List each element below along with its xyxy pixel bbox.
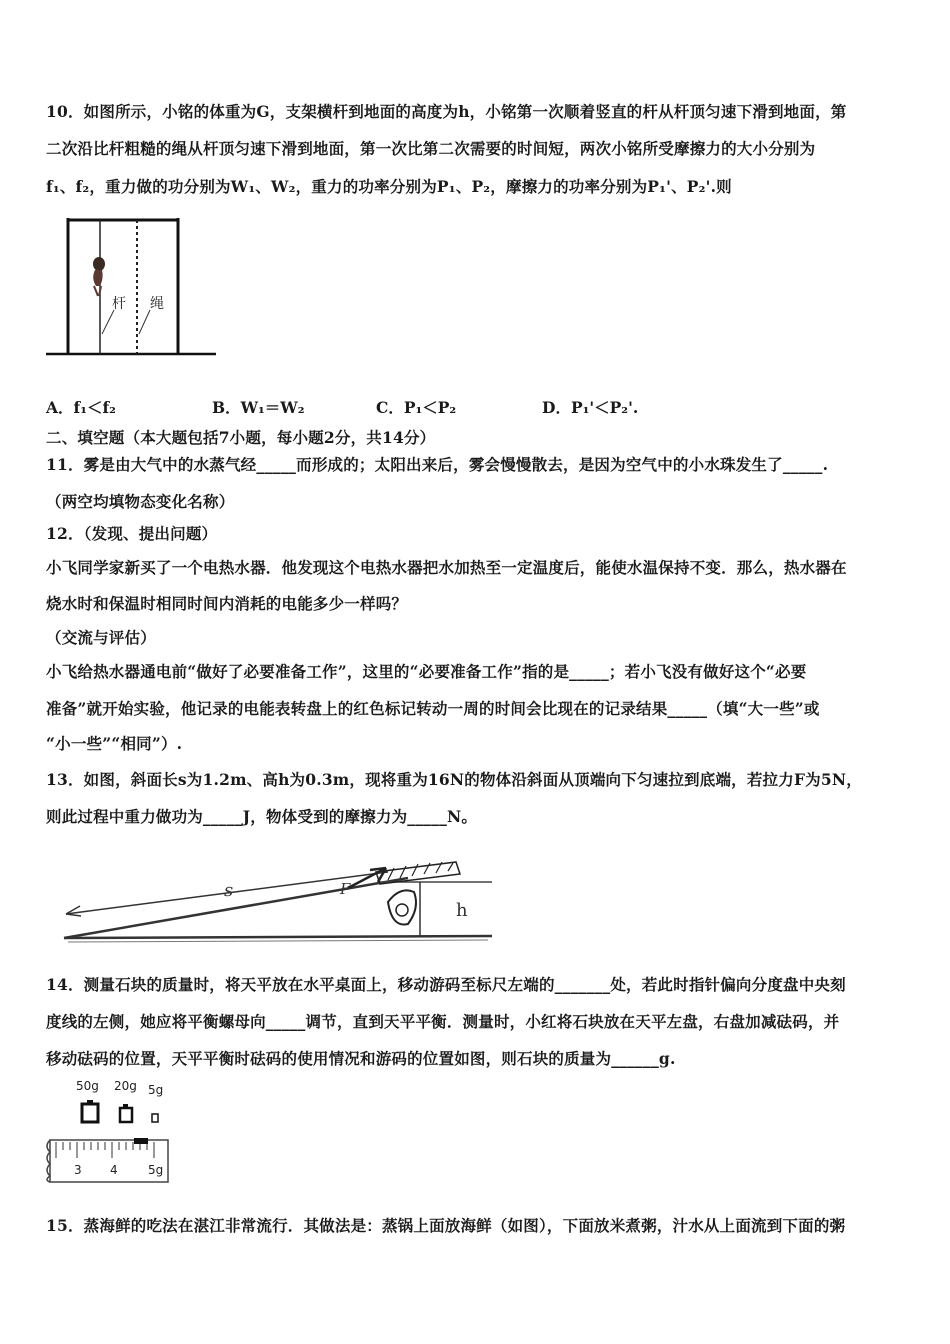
q14-line-3: 移动砝码的位置，天平平衡时砝码的使用情况和游码的位置如图，则石块的质量为______g. — [46, 1049, 676, 1068]
object-wheel-icon — [396, 904, 408, 916]
q10-options — [46, 396, 906, 418]
rider-icon — [134, 1138, 148, 1144]
section2-heading: 二、填空题（本大题包括7小题，每小题2分，共14分） — [46, 428, 436, 447]
person-legs-icon — [94, 286, 101, 296]
q14-line-2: 度线的左侧，她应将平衡螺母向_____调节，直到天平平衡．测量时，小红将石块放在天平左盘，右盘加减砝码，并 — [46, 1012, 840, 1031]
balance-weights-figure — [44, 1076, 174, 1188]
scale-label-4: 4 — [110, 1163, 118, 1177]
person-head-icon — [93, 257, 105, 271]
person-body-icon — [93, 270, 102, 286]
q13-line-1: 13．如图，斜面长s为1.2m、高h为0.3m，现将重为16N的物体沿斜面从顶端向下匀速拉到底端，若拉力F为5N， — [46, 770, 862, 789]
h-label: h — [456, 900, 468, 921]
q12-line-3: 烧水时和保温时相同时间内消耗的电能多少一样吗？ — [46, 594, 408, 613]
weight-50g-icon — [82, 1104, 98, 1122]
weight-50g-knob-icon — [87, 1100, 93, 1105]
rope-leader-line — [139, 310, 150, 334]
pole-leader-line — [102, 310, 114, 334]
incline-base-shadow — [68, 940, 488, 942]
force-label: F — [340, 880, 351, 898]
incline-base — [64, 936, 492, 938]
q12-line-6: 准备”就开始实验，他记录的电能表转盘上的红色标记转动一周的时间会比现在的记录结果_____（填“大一些”或 — [46, 699, 820, 718]
q13-line-2: 则此过程中重力做功为_____J，物体受到的摩擦力为_____N。 — [46, 807, 478, 826]
rope-label: 绳 — [150, 296, 164, 312]
pole-rope-figure — [44, 212, 220, 362]
q15-line-1: 15．蒸海鲜的吃法在湛江非常流行．其做法是：蒸锅上面放海鲜（如图），下面放米煮粥，汁水从上面流到下面的粥 — [46, 1216, 846, 1235]
q12-line-2: 小飞同学家新买了一个电热水器．他发现这个电热水器把水加热至一定温度后，能使水温保持不变．那么，热水器在 — [46, 558, 847, 577]
q10-option-c[interactable]: C．P₁＜P₂ — [376, 398, 457, 417]
scale-label-5g: 5g — [148, 1163, 164, 1177]
object-block-icon — [388, 890, 416, 924]
q10-line-1: 10．如图所示，小铭的体重为G，支架横杆到地面的高度为h，小铭第一次顺着竖直的杆从杆顶匀速下滑到地面，第 — [46, 102, 847, 121]
q11-line-2: （两空均填物态变化名称） — [46, 492, 235, 511]
weight-20g-icon — [120, 1108, 132, 1122]
q10-option-a[interactable]: A．f₁＜f₂ — [46, 398, 116, 417]
weight-5g-label: 5g — [148, 1083, 164, 1097]
q10-option-b[interactable]: B．W₁＝W₂ — [212, 398, 305, 417]
incline-figure — [48, 852, 496, 948]
s-arrowhead-icon — [66, 906, 81, 916]
s-label: s — [224, 880, 234, 901]
q10-line-2: 二次沿比杆粗糙的绳从杆顶匀速下滑到地面，第一次比第二次需要的时间短，两次小铭所受摩擦力的大小分别为 — [46, 139, 816, 158]
q12-line-7: “小一些”“相同”）. — [46, 734, 183, 753]
q12-line-5: 小飞给热水器通电前“做好了必要准备工作”，这里的“必要准备工作”指的是_____；若小飞没有做好这个“必要 — [46, 662, 807, 681]
weight-20g-label: 20g — [114, 1079, 137, 1093]
q10-line-3: f₁、f₂，重力做的功分别为W₁、W₂，重力的功率分别为P₁、P₂，摩擦力的功率分别为P₁'、P₂'.则 — [46, 177, 732, 196]
q12-line-4: （交流与评估） — [46, 628, 156, 647]
weight-20g-knob-icon — [123, 1104, 128, 1108]
weight-5g-icon — [152, 1114, 158, 1122]
q12-line-1: 12．（发现、提出问题） — [46, 524, 218, 543]
q14-line-1: 14．测量石块的质量时，将天平放在水平桌面上，移动游码至标尺左端的_______处，若此时指针偏向分度盘中央刻 — [46, 975, 846, 994]
weight-50g-label: 50g — [76, 1079, 99, 1093]
scale-label-3: 3 — [74, 1163, 82, 1177]
q11-line-1: 11．雾是由大气中的水蒸气经_____而形成的；太阳出来后，雾会慢慢散去，是因为空气中的小水珠发生了_____. — [46, 455, 829, 474]
pole-label: 杆 — [112, 296, 126, 312]
q10-option-d[interactable]: D．P₁'＜P₂'. — [542, 398, 639, 417]
hatch-marks — [388, 862, 453, 880]
